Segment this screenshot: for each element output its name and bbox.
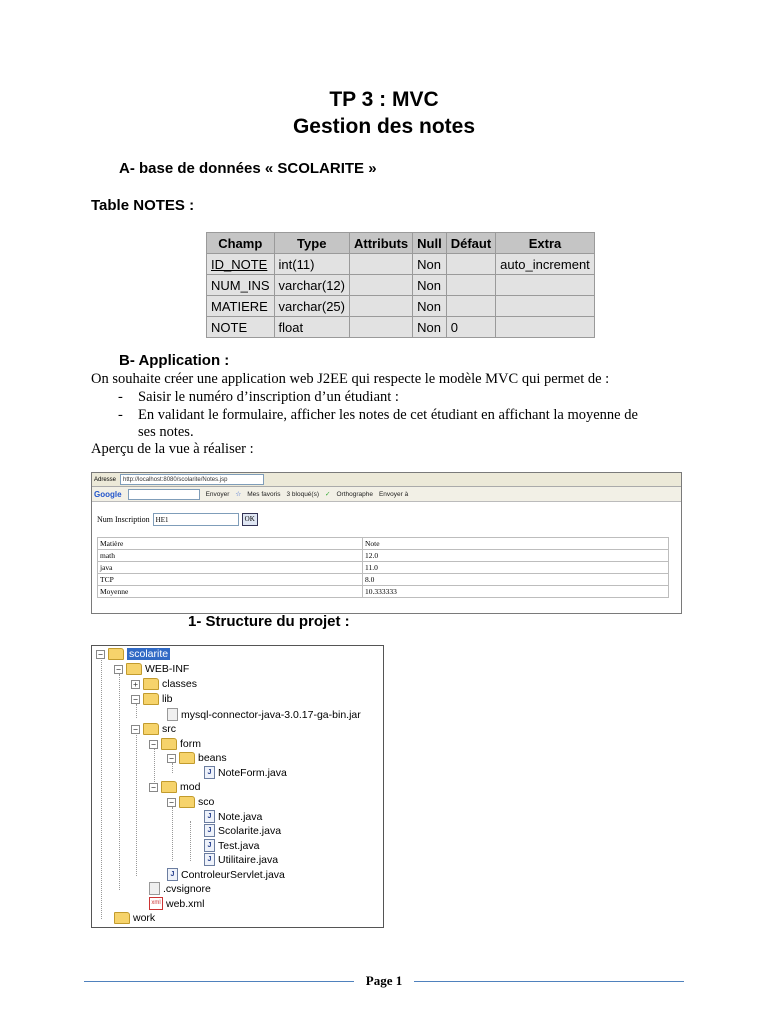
tree-node-test[interactable] <box>204 839 259 852</box>
tree-connector <box>172 807 173 861</box>
address-label: Adresse <box>94 476 117 483</box>
tree-node-label: Utilitaire.java <box>218 853 279 866</box>
table-cell: 12.0 <box>363 550 669 562</box>
check-icon: ✓ <box>325 491 331 498</box>
tree-node-label: WEB-INF <box>145 663 190 675</box>
url-field: http://localhost:8080/scolarite/Notes.jsp <box>120 474 264 485</box>
table-cell: varchar(25) <box>274 296 349 317</box>
table-cell: 11.0 <box>363 562 669 574</box>
java-file-icon: J <box>204 824 215 837</box>
collapse-icon[interactable]: − <box>96 650 105 659</box>
tree-node-label: .cvsignore <box>163 882 211 895</box>
document-title: TP 3 : MVC <box>329 88 439 111</box>
tree-connector <box>101 660 102 919</box>
folder-open-icon <box>143 723 159 735</box>
tree-node-label: Note.java <box>218 810 263 823</box>
table-cell <box>349 296 412 317</box>
table-cell <box>446 275 495 296</box>
section-a-heading: A- base de données « SCOLARITE » <box>119 160 377 177</box>
table-cell <box>496 296 595 317</box>
tree-node-noteform[interactable] <box>204 766 287 779</box>
collapse-icon[interactable]: − <box>131 725 140 734</box>
table-cell: Non <box>413 254 447 275</box>
tree-node-label: scolarite <box>129 648 169 660</box>
table-cell <box>349 317 412 338</box>
java-file-icon: J <box>204 839 215 852</box>
google-logo: Google <box>94 489 122 499</box>
folder-icon <box>114 912 130 924</box>
table-cell: MATIERE <box>207 296 275 317</box>
column-header: Attributs <box>349 233 412 254</box>
table-cell: int(11) <box>274 254 349 275</box>
java-file-icon: J <box>204 766 215 779</box>
table-cell: auto_increment <box>496 254 595 275</box>
tree-connector <box>136 733 137 876</box>
tree-node-label: mysql-connector-java-3.0.17-ga-bin.jar <box>181 708 361 721</box>
text-file-icon <box>149 882 160 895</box>
collapse-icon[interactable]: − <box>167 754 176 763</box>
toolbar-item: Envoyer <box>205 490 230 498</box>
folder-open-icon <box>179 752 195 764</box>
table-cell: TCP <box>98 574 363 586</box>
table-cell <box>349 254 412 275</box>
preview-label: Aperçu de la vue à réaliser : <box>91 441 254 457</box>
tree-node-src[interactable] <box>131 723 176 735</box>
table-cell: 0 <box>446 317 495 338</box>
table-cell: varchar(12) <box>274 275 349 296</box>
tree-node-label: mod <box>180 781 201 793</box>
tree-connector <box>136 704 137 718</box>
table-row <box>98 550 669 562</box>
collapse-icon[interactable]: − <box>114 665 123 674</box>
xml-file-icon: xml <box>149 897 163 910</box>
table-cell <box>496 317 595 338</box>
tree-node-label: NoteForm.java <box>218 766 287 779</box>
tree-node-label: ControleurServlet.java <box>181 868 285 881</box>
address-bar <box>92 473 681 487</box>
bullet-dash: - <box>118 389 123 405</box>
bullet-item-continuation: ses notes. <box>138 424 194 440</box>
collapse-icon[interactable]: − <box>167 798 176 807</box>
folder-open-icon <box>108 648 124 660</box>
toolbar-item: 3 bloqué(s) <box>286 490 320 498</box>
tree-node-work[interactable] <box>114 912 155 924</box>
table-header-row <box>207 233 595 254</box>
tree-node-mod[interactable] <box>149 781 200 793</box>
inscription-form <box>97 513 258 526</box>
java-file-icon: J <box>204 853 215 866</box>
table-cell: Non <box>413 296 447 317</box>
table-cell: float <box>274 317 349 338</box>
tree-node-label: src <box>162 723 176 735</box>
tree-node-beans[interactable] <box>167 752 227 764</box>
table-row <box>207 275 595 296</box>
folder-icon <box>143 678 159 690</box>
table-row <box>207 296 595 317</box>
folder-open-icon <box>161 781 177 793</box>
folder-open-icon <box>143 693 159 705</box>
table-cell <box>349 275 412 296</box>
document-subtitle: Gestion des notes <box>292 115 476 138</box>
tree-node-label: lib <box>162 693 173 705</box>
bullet-item: En validant le formulaire, afficher les notes de cet étudiant en affichant la moyenne de <box>138 407 638 423</box>
table-cell: 8.0 <box>363 574 669 586</box>
google-search-box <box>128 489 200 500</box>
folder-open-icon <box>179 796 195 808</box>
java-file-icon: J <box>204 810 215 823</box>
section-1-heading: 1- Structure du projet : <box>188 613 350 630</box>
toolbar-item: Mes favoris <box>247 490 281 498</box>
tree-node-label: classes <box>162 678 198 690</box>
table-cell <box>446 254 495 275</box>
collapse-icon[interactable]: − <box>131 695 140 704</box>
tree-connector <box>172 763 173 773</box>
project-tree <box>91 645 384 928</box>
table-row <box>98 538 669 550</box>
tree-connector <box>190 821 191 861</box>
tree-node-note[interactable] <box>204 810 262 823</box>
tree-node-sco[interactable] <box>167 796 214 808</box>
bullet-item: Saisir le numéro d’inscription d’un étudiant : <box>138 389 399 405</box>
tree-node-controleur[interactable] <box>167 868 285 881</box>
page-number: Page 1 <box>365 973 403 988</box>
folder-open-icon <box>161 738 177 750</box>
bullet-dash: - <box>118 407 123 423</box>
column-header: Null <box>413 233 447 254</box>
column-header: Type <box>274 233 349 254</box>
notes-result-table <box>97 537 669 598</box>
table-cell: NOTE <box>207 317 275 338</box>
table-row <box>98 574 669 586</box>
tree-node-classes[interactable] <box>131 678 197 690</box>
jar-file-icon <box>167 708 178 721</box>
intro-text: On souhaite créer une application web J2EE qui respecte le modèle MVC qui permet de : <box>91 371 610 387</box>
table-cell <box>446 296 495 317</box>
collapse-icon[interactable]: − <box>149 740 158 749</box>
toolbar-item: Envoyer à <box>378 490 409 498</box>
expand-icon[interactable]: + <box>131 680 140 689</box>
tree-node-utilitaire[interactable] <box>204 853 278 866</box>
toolbar-item: Orthographe <box>336 490 373 498</box>
table-cell: ID_NOTE <box>207 254 275 275</box>
tree-node-label: Test.java <box>218 839 260 852</box>
table-row <box>98 586 669 598</box>
tree-connector <box>119 674 120 890</box>
tree-node-scolarite[interactable] <box>204 824 281 837</box>
table-cell: Non <box>413 275 447 296</box>
table-cell: Non <box>413 317 447 338</box>
google-toolbar <box>92 487 681 502</box>
tree-node-jar[interactable] <box>167 708 361 721</box>
collapse-icon[interactable]: − <box>149 783 158 792</box>
table-cell: java <box>98 562 363 574</box>
tree-node-webxml[interactable] <box>149 897 205 910</box>
form-label: Num Inscription <box>97 515 150 524</box>
table-cell: Moyenne <box>98 586 363 598</box>
tree-node-label: work <box>133 912 156 924</box>
table-cell: Matière <box>98 538 363 550</box>
tree-node-label: sco <box>198 796 215 808</box>
column-header: Champ <box>207 233 275 254</box>
ok-button: OK <box>242 513 258 526</box>
section-b-heading: B- Application : <box>119 352 230 369</box>
table-cell: math <box>98 550 363 562</box>
tree-node-label: Scolarite.java <box>218 824 282 837</box>
table-notes-label: Table NOTES : <box>91 197 195 214</box>
java-file-icon: J <box>167 868 178 881</box>
star-icon: ☆ <box>235 491 242 498</box>
table-cell: Note <box>363 538 669 550</box>
tree-node-label: form <box>180 738 201 750</box>
notes-schema-table <box>206 232 595 338</box>
column-header: Défaut <box>446 233 495 254</box>
tree-node-root[interactable] <box>96 648 170 660</box>
tree-node-web-inf[interactable] <box>114 663 189 675</box>
table-cell <box>496 275 595 296</box>
tree-node-form[interactable] <box>149 738 201 750</box>
table-cell: NUM_INS <box>207 275 275 296</box>
tree-node-lib[interactable] <box>131 693 173 705</box>
tree-node-label: web.xml <box>166 897 205 910</box>
column-header: Extra <box>496 233 595 254</box>
tree-node-cvsignore[interactable] <box>149 882 211 895</box>
table-row <box>207 254 595 275</box>
table-cell: 10.333333 <box>363 586 669 598</box>
tree-node-label: beans <box>198 752 227 764</box>
browser-preview <box>91 472 682 614</box>
table-row <box>207 317 595 338</box>
folder-open-icon <box>126 663 142 675</box>
table-row <box>98 562 669 574</box>
inscription-input: HE1 <box>153 513 239 526</box>
